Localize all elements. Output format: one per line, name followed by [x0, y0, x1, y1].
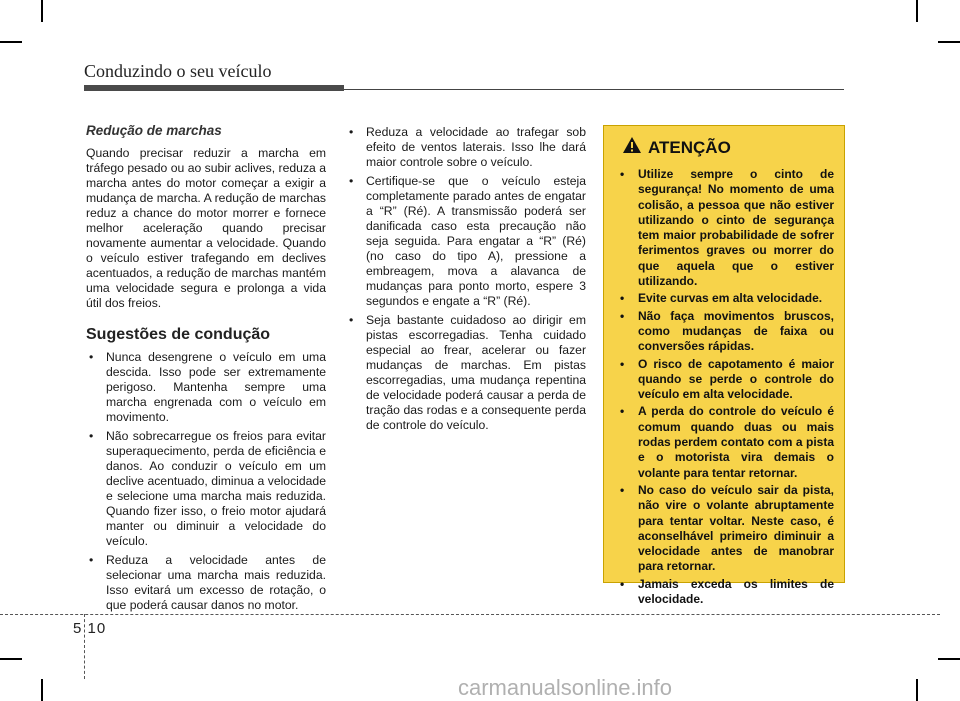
list-item	[86, 553, 326, 613]
bullet-marker: •	[620, 308, 625, 323]
crop-mark	[938, 41, 960, 43]
driving-tips-list	[86, 350, 326, 613]
list-item-text: No caso do veículo sair da pista, não vire o volante abruptamente para tentar voltar. Neste caso, é aconselhável primeiro diminuir a velocidade antes de manobrar para retornar.	[638, 482, 834, 574]
list-item-text: Seja bastante cuidadoso ao dirigir em pistas escorregadias. Tenha cuidado especial ao frear, acelerar ou fazer mudanças de marchas. Em pistas escorregadias, uma mudança repentina de velocidade poderá causar a perda de tração das rodas e a consequente perda de controle do veículo.	[366, 313, 586, 432]
list-item	[346, 313, 586, 433]
driving-tips-list-continued	[346, 125, 586, 433]
watermark: carmanualsonline.info	[458, 675, 673, 700]
bullet-marker: •	[620, 576, 625, 591]
list-item-text: O risco de capotamento é maior quando se perde o controle do veículo em alta velocidade.	[638, 356, 834, 402]
bullet-marker: •	[89, 350, 94, 364]
crop-mark	[41, 0, 43, 22]
list-item	[614, 309, 834, 355]
crop-mark	[916, 0, 918, 22]
list-item-text: Não faça movimentos bruscos, como mudanças de faixa ou conversões rápidas.	[638, 308, 834, 354]
middle-column	[346, 125, 586, 437]
crop-mark	[0, 41, 22, 43]
bullet-marker: •	[89, 553, 94, 567]
left-column	[86, 123, 326, 617]
list-item	[346, 125, 586, 170]
bullet-marker: •	[620, 356, 625, 371]
bullet-marker: •	[349, 125, 354, 139]
list-item	[86, 350, 326, 425]
list-item-text: Utilize sempre o cinto de segurança! No momento de uma colisão, a pessoa que não estiver utilizando o cinto de segurança tem maior probabilidade de sofrer ferimentos graves ou morrer do que aquela que o estiver utilizando.	[638, 167, 834, 289]
list-item-text: Jamais exceda os limites de velocidade.	[638, 576, 834, 607]
list-item	[346, 174, 586, 309]
page-number: 5 10	[73, 620, 107, 637]
bullet-marker: •	[620, 404, 625, 419]
list-item	[614, 483, 834, 575]
list-item-text: Reduza a velocidade ao trafegar sob efeito de ventos laterais. Isso lhe dará maior controle sobre o veículo.	[366, 125, 586, 169]
warning-header	[622, 136, 834, 159]
footer-dashed-rule	[0, 614, 940, 615]
list-item	[614, 291, 834, 306]
list-item-text: Nunca desengrene o veículo em uma descida. Isso pode ser extremamente perigoso. Mantenha sempre uma marcha engrenada com o veículo em movimento.	[106, 350, 326, 424]
crop-mark	[938, 658, 960, 660]
warning-box	[603, 125, 845, 607]
list-item-text: Reduza a velocidade antes de selecionar uma marcha mais reduzida. Isso evitará um excesso de rotação, o que poderá causar danos no motor.	[106, 553, 326, 612]
bullet-marker: •	[620, 482, 625, 497]
list-item-text: Evite curvas em alta velocidade.	[638, 291, 823, 306]
list-item	[86, 429, 326, 549]
crop-mark	[0, 658, 22, 660]
header-bar	[84, 85, 344, 91]
downshift-heading: Redução de marchas	[86, 123, 222, 138]
bullet-marker: •	[620, 291, 625, 306]
warning-triangle-icon	[622, 136, 642, 159]
bullet-marker: •	[349, 313, 354, 327]
warning-title: ATENÇÃO	[648, 137, 731, 157]
warning-list	[614, 167, 834, 607]
bullet-marker: •	[620, 167, 625, 181]
downshift-paragraph: Quando precisar reduzir a marcha em tráfego pesado ou ao subir aclives, reduza a marcha antes do motor começar a exigir a mudança de marcha. A redução de marchas reduz a chance do motor morrer e fornece melhor aceleração quando precisar novamente aumentar a velocidade. Quando o veículo estiver trafegando em declives acentuados, a redução de marchas mantém uma velocidade segura e prolonga a vida útil dos freios.	[86, 146, 326, 310]
list-item	[614, 357, 834, 403]
list-item	[614, 167, 834, 289]
crop-mark	[916, 679, 918, 701]
page-header-title: Conduzindo o seu veículo	[84, 61, 272, 81]
list-item	[614, 404, 834, 480]
driving-tips-heading: Sugestões de condução	[86, 326, 271, 343]
crop-mark	[41, 679, 43, 701]
bullet-marker: •	[349, 174, 354, 188]
list-item	[614, 577, 834, 608]
bullet-marker: •	[89, 429, 94, 443]
list-item-text: Certifique-se que o veículo esteja completamente parado antes de engatar a “R” (Ré). A transmissão poderá ser danificada caso esta precaução não seja seguida. Para engatar a “R” (Ré) (no caso do tipo A), pressione a embreagem, mova a alavanca de mudanças para ponto morto, espere 3 segundos e engate a “R” (Ré).	[366, 174, 586, 308]
list-item-text: Não sobrecarregue os freios para evitar superaquecimento, perda de eficiência e danos. Ao conduzir o veículo em um declive acentuado, diminua a velocidade e selecione uma marcha mais reduzida. Quando fizer isso, o freio motor ajudará manter ou diminuir a velocidade do veículo.	[106, 429, 326, 548]
list-item-text: A perda do controle do veículo é comum quando duas ou mais rodas perdem contato com a pista e o motorista vira demais o volante para tentar retornar.	[638, 404, 834, 480]
